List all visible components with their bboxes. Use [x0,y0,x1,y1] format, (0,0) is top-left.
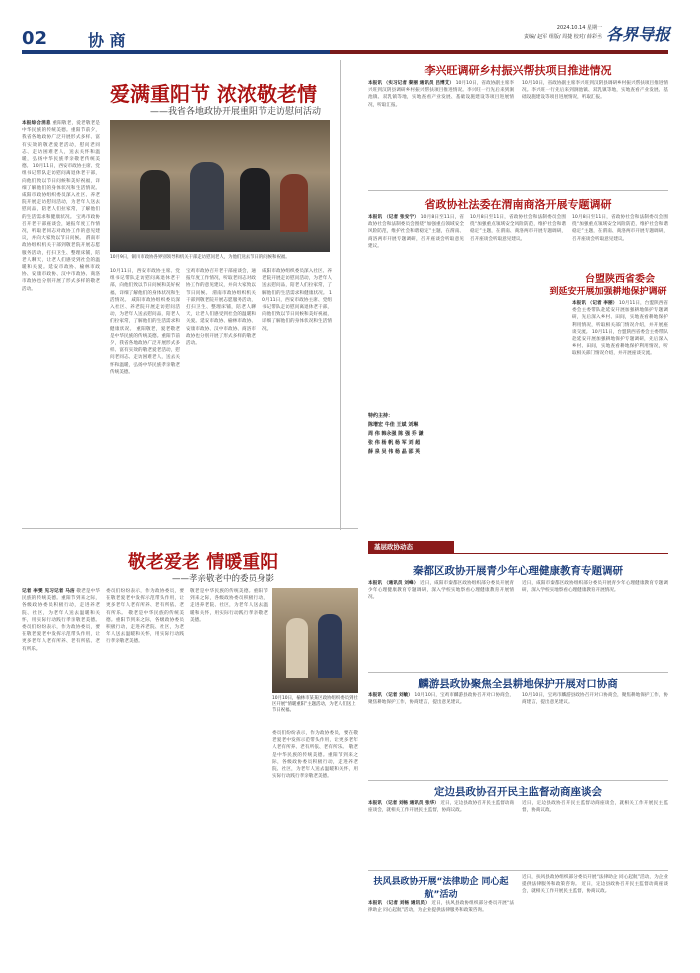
byline: 本报讯 （通讯员 刘峰） [368,581,419,586]
paragraph: 敬老是中华民族的传统美德。重阳节到来之际，各级政协委员积极行动，走进养老院、社区，为老年人送去温暖和关怀，用实际行动践行孝亲敬老美德。 [106,610,184,645]
brief3-headline: 定边县政协召开民主监督动商座谈会 [434,786,602,798]
paragraph: 10月8日至11日，省政协社会和法制委员会围绕“加强重点领域安全风险防范，维护社会和谐稳定”主题，在渭南、商洛两市开展专题调研，召开座谈会听取意见建议。 [572,215,668,242]
paragraph: 敬老是中华民族的传统美德。重阳节到来之际，各级政协委员积极行动，走进养老院、社区，为老年人送去温暖和关怀，用实际行动践行孝亲敬老美德。 [190,589,268,623]
paragraph: 10月10日，宝鸡市麟游县政协召开对口协商会，聚焦耕地保护工作，协商建言，提出意见建议。 [522,693,668,706]
names-line: 陈增宏 牛佳 王斌 刘琳 [368,422,419,428]
paragraph: 近日，咸阳市秦都区政协组织部分委员开展青少年心理健康教育专题调研，深入学校实地察看心理健康教育开展情况。 [522,581,668,594]
date-line: 2024.10.14 星期一 [556,25,602,31]
taiwan-headline-2: 到延安开展加强耕地保护调研 [549,287,667,297]
paragraph: 近日，咸阳市秦都区政协组织部分委员开展青少年心理健康教育专题调研，深入学校实地察看心理健康教育开展情况。 [368,581,514,601]
photo2-caption: 10月10日，榆林市某某区政协组织委员到社区开展“情暖重阳”主题活动，为老人们送上节日祝福。 [272,696,358,713]
divider [368,870,668,871]
taiwan-article-body [572,300,668,530]
paragraph: 10月10日，省政协副主席李兴旺到汉阴县调研乡村振兴帮扶项目推进情况。李兴旺一行先后来到涧池镇、双乳镇等地，实地查看产业发展、基础设施建设等项目进展情况，听取汇报。 [368,81,514,108]
names-line: 薛 泉 吴 伟 杨 晶 邵 英 [368,449,421,455]
paragraph: 委员们纷纷表示，作为政协委员，要在敬老爱老中发挥示范带头作用，让更多老年人老有所养、老有所依、老有所乐。 [106,589,184,616]
main-article-col2 [110,268,180,514]
byline: 本报讯 （记者 李丽） [572,301,618,306]
brief4-headline: 扶风县政协开展“法律助企 同心起航”活动 [373,877,509,900]
second-article-col2 [106,588,184,963]
taiwan-headline: 台盟陕西省委会 [585,274,655,285]
byline: 本报讯 （记者 刘敏） [368,693,413,698]
photo-volunteer [272,588,358,693]
paragraph: 敬老是中华民族的传统美德。重阳节到来之际，各级政协委员积极行动，走进养老院、社区，为老年人送去温暖和关怀，用实际行动践行孝亲敬老美德。 [272,745,358,780]
byline: 本报讯 （记者 刘畅 通讯员 张华） [368,801,439,806]
byline: 记者 李雯 见习记者 马洁 [22,589,75,594]
divider [368,190,668,191]
paragraph: 委员们纷纷表示，作为政协委员，要在敬老爱老中发挥示范带头作用，让更多老年人老有所养、老有所依、老有所乐。 [272,731,358,751]
paragraph: 咸阳市政协组织委员深入社区、养老院开展走访慰问活动，为老年人送去慰问品，陪老人们拉家常，了解他们的生活需求和健康状况。 [262,269,332,296]
top-right-col1 [368,80,514,184]
divider [368,780,668,781]
page-header [0,0,700,56]
main-article-col1 [22,120,100,520]
names-line: 周 伟 韩永强 陈 强 乔 谦 [368,431,424,437]
brief3-col2 [522,800,668,866]
header-bar-red [330,50,668,54]
paragraph: 宝鸡市政协召开老干部座谈会，通报年度工作情况，听取老同志对政协工作的意见建议，并向大家致以节日问候。 [22,214,100,242]
photo1-caption: 10月9日，铜川市政协各界别领导和机关干部走访慰问老人，为他们送去节日的问候和祝福。 [110,255,290,260]
middle-right-headline: 省政协社法委在渭南商洛开展专题调研 [424,198,612,211]
byline: 本报讯 （实习记者 秦丽 通讯员 吕博艾） [368,81,455,86]
paragraph: 渭南市政协组织机关干部到敬老院开展志愿服务活动，打扫卫生、整理床铺，陪老人聊天，让老人们感受到社会的温暖和关爱。延安市政协、榆林市政协、安康市政协、汉中市政协、商洛市政协也分别开展了形式多样的敬老活动。 [22,236,100,292]
section-divider [22,528,358,529]
column-band: 基层政协动态 [368,541,454,553]
paragraph: 渭南市政协组织机关干部到敬老院开展志愿服务活动，打扫卫生、整理床铺，陪老人聊天，让老人们感受到社会的温暖和关爱。延安市政协、榆林市政协、安康市政协、汉中市政协、商洛市政协也分别开展了形式多样的敬老活动。 [186,290,256,347]
paragraph: 10月8日至11日，省政协社会和法制委员会围绕“加强重点领域安全风险防范，维护社会和谐稳定”主题，在渭南、商洛两市开展专题调研，召开座谈会听取意见建议。 [368,215,464,249]
newspaper-logo: 各界导报 [605,25,670,44]
brief1-headline: 秦都区政协开展青少年心理健康教育专题调研 [413,565,623,577]
paragraph: 10月10日，宝鸡市麟游县政协召开对口协商会，聚焦耕地保护工作，协商建言，提出意见建议。 [368,693,514,706]
column-divider [340,60,341,530]
paragraph: 10月11日，台盟陕西省委会主委带队赴延安开展加强耕地保护专题调研，先后深入乡村、田间，实地查看耕地保护利用情况，听取相关部门情况介绍，并开展座谈交流。 [572,329,668,357]
paragraph: 敬老是中华民族的传统美德。重阳节到来之际，各级政协委员积极行动，走进养老院、社区，为老年人送去温暖和关怀，用实际行动践行孝亲敬老美德。 [22,589,100,623]
second-article-col1 [22,588,100,963]
paragraph: 10月11日，西安市政协主席、党组书记带队走访慰问离退休老干部，向他们致以节日问候和美好祝福，详细了解他们的身体状况和生活情况。 [22,164,100,191]
paragraph: 咸阳市政协组织委员深入社区、养老院开展走访慰问活动，为老年人送去慰问品，陪老人们拉家常，了解他们的生活需求和健康状况。 [22,193,100,220]
brief1-col2 [522,580,668,668]
paragraph: 重阳敬老，爱老敬老是中华民族的传统美德。重阳节前夕，我省各地政协广泛开展形式多样、富有实效的敬老爱老活动，慰问老同志、走访困难老人，送去关怀和温暖，弘扬中华民族孝亲敬老传统美德。 [110,326,180,375]
names-line: 张 伟 杨 帆 杨 军 刘 超 [368,440,421,446]
paragraph: 10月11日，西安市政协主席、党组书记带队走访慰问离退休老干部，向他们致以节日问候和美好祝福，详细了解他们的身体状况和生活情况。 [262,290,332,332]
main-subtitle: ——我省各地政协开展重阳节走访慰问活动 [150,107,322,117]
brief2-col2 [522,692,668,776]
brief4-col2 [522,874,668,964]
second-article-col3 [190,588,268,963]
paragraph: 宝鸡市政协召开老干部座谈会，通报年度工作情况，听取老同志对政协工作的意见建议，并向大家致以节日问候。 [186,269,256,296]
paragraph: 近日，扶风县政协组织部分委员开展“法律助企 同心起航”活动，为企业提供法律服务和政策咨询。 [522,875,668,888]
main-headline: 爱满重阳节 浓浓敬老情 [110,82,317,106]
names-list [368,412,568,457]
paragraph: 近日，定边县政协召开民主监督动商座谈会，就相关工作开展民主监督，协商议政。 [522,801,668,814]
section-name: 协 商 [88,31,126,50]
photo-visit-elderly [110,120,330,252]
brief2-headline: 麟游县政协聚焦全县耕地保护开展对口协商 [418,678,618,690]
paragraph: 10月11日，西安市政协主席、党组书记带队走访慰问离退休老干部，向他们致以节日问候和美好祝福，详细了解他们的身体状况和生活情况。 [110,269,180,303]
second-subtitle: ——孝亲敬老中的委员身影 [172,574,275,584]
page-number: 02 [22,28,48,49]
second-headline: 敬老爱老 情暖重阳 [128,552,279,573]
byline: 本报讯 （记者 刘畅 通讯员） [368,901,430,906]
header-bar-blue [22,50,330,54]
middle-right-col2 [470,214,566,409]
top-right-headline: 李兴旺调研乡村振兴帮扶项目推进情况 [424,64,612,77]
paragraph: 近日，定边县政协召开民主监督动商座谈会，就相关工作开展民主监督，协商议政。 [522,882,668,895]
paragraph: 近日，定边县政协召开民主监督动商座谈会，就相关工作开展民主监督，协商议政。 [368,801,514,814]
second-article-col4 [272,730,358,963]
brief2-col1 [368,692,514,776]
paragraph: 10月10日，省政协副主席李兴旺到汉阴县调研乡村振兴帮扶项目推进情况。李兴旺一行先后来到涧池镇、双乳镇等地，实地查看产业发展、基础设施建设等项目进展情况，听取汇报。 [522,81,668,101]
divider [368,672,668,673]
names-line: 特约主持： [368,413,394,419]
editor-line: 责编/ 赵军 组版/ 周捷 校对/ 薛彩丞 [523,34,602,40]
paragraph: 10月8日至11日，省政协社会和法制委员会围绕“加强重点领域安全风险防范，维护社会和谐稳定”主题，在渭南、商洛两市开展专题调研，召开座谈会听取意见建议。 [470,215,566,242]
middle-right-col3 [572,214,668,264]
middle-right-col1 [368,214,464,409]
byline: 本报综合消息 [22,121,51,126]
brief3-col1 [368,800,514,866]
main-article-col4 [262,268,332,514]
paragraph: 委员们纷纷表示，作为政协委员，要在敬老爱老中发挥示范带头作用，让更多老年人老有所养、老有所依、老有所乐。 [22,625,100,652]
paragraph: 重阳敬老，爱老敬老是中华民族的传统美德。重阳节前夕，我省各地政协广泛开展形式多样、富有实效的敬老爱老活动，慰问老同志、走访困难老人，送去关怀和温暖，弘扬中华民族孝亲敬老传统美德。 [22,121,100,170]
byline: 本报讯 （记者 张安宁） [368,215,419,220]
paragraph: 咸阳市政协组织委员深入社区、养老院开展走访慰问活动，为老年人送去慰问品，陪老人们拉家常，了解他们的生活需求和健康状况。 [110,297,180,332]
brief1-col1 [368,580,514,668]
paragraph: 10月11日，台盟陕西省委会主委带队赴延安开展加强耕地保护专题调研，先后深入乡村、田间，实地查看耕地保护利用情况，听取相关部门情况介绍，并开展座谈交流。 [572,301,669,335]
brief4-col1 [368,900,514,964]
top-right-col2 [522,80,668,184]
band-line [368,553,668,554]
paragraph: 近日，扶风县政协组织部分委员开展“法律助企 同心起航”活动，为企业提供法律服务和政策咨询。 [368,901,514,914]
main-article-col3 [186,268,256,514]
